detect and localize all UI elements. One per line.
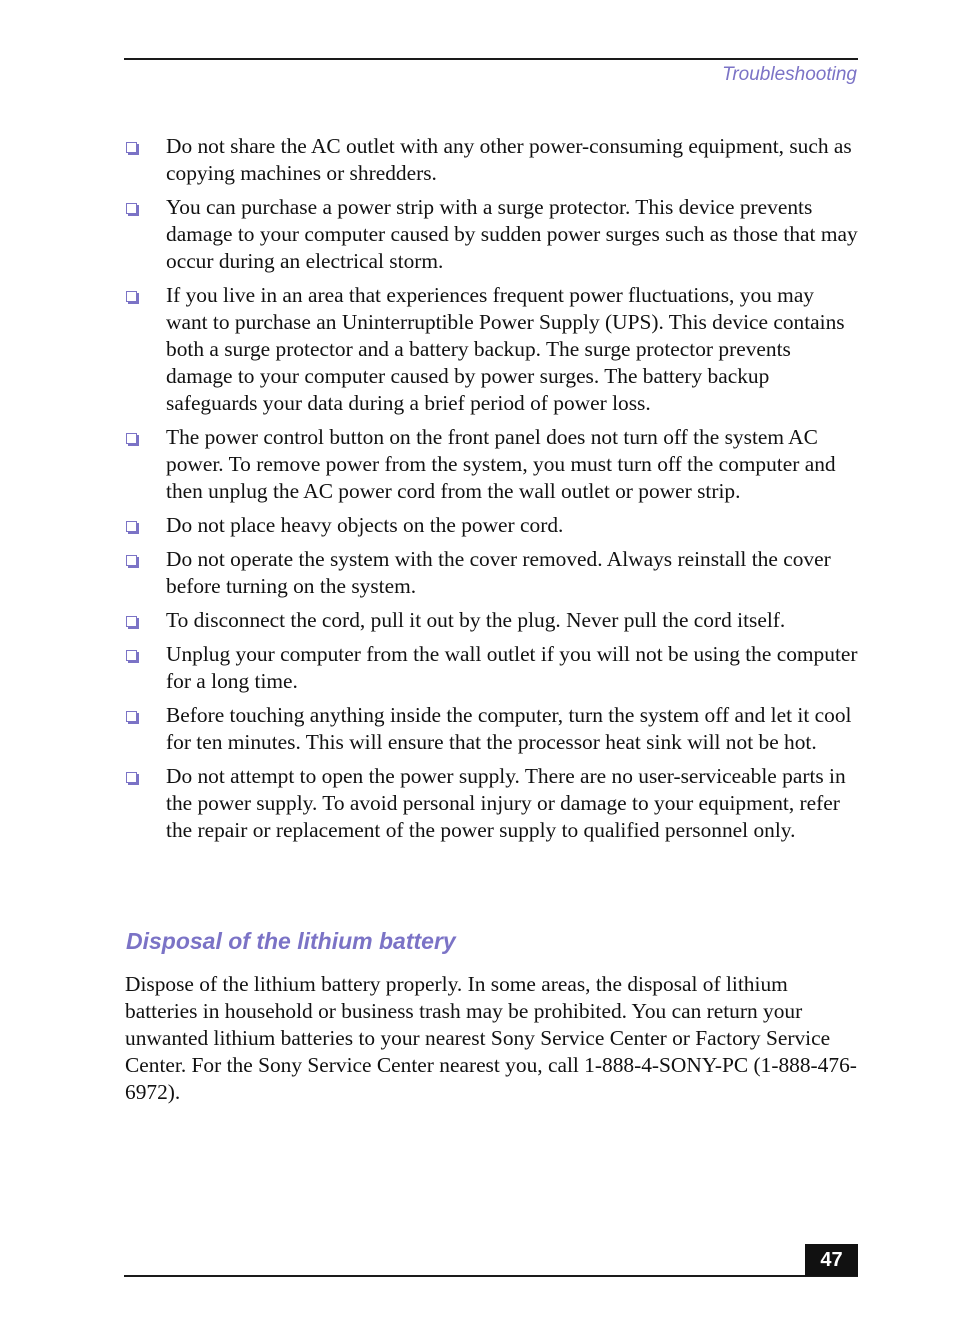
- checkbox-bullet-icon: [126, 142, 137, 153]
- list-item-text: Before touching anything inside the computer, turn the system off and let it cool for ten minutes. This will ensure that the processor heat sink will not be hot.: [166, 703, 852, 754]
- list-item: [124, 282, 858, 417]
- checkbox-bullet-icon: [126, 711, 137, 722]
- checkbox-bullet-icon: [126, 521, 137, 532]
- list-item-text: Unplug your computer from the wall outlet if you will not be using the computer for a long time.: [166, 642, 858, 693]
- list-item-text: Do not attempt to open the power supply. There are no user-serviceable parts in the power supply. To avoid personal injury or damage to your equipment, refer the repair or replacement of the power supply to qualified personnel only.: [166, 764, 846, 842]
- list-item-text: If you live in an area that experiences frequent power fluctuations, you may want to purchase an Uninterruptible Power Supply (UPS). This device contains both a surge protector and a battery backup. The surge protector prevents damage to your computer caused by power surges. The battery backup safeguards your data during a brief period of power loss.: [166, 283, 845, 415]
- checkbox-bullet-icon: [126, 772, 137, 783]
- checkbox-bullet-icon: [126, 433, 137, 444]
- section-heading: Disposal of the lithium battery: [126, 928, 456, 954]
- running-head: Troubleshooting: [722, 64, 857, 85]
- list-item-text: Do not place heavy objects on the power cord.: [166, 513, 564, 537]
- list-item: [124, 194, 858, 275]
- list-item: [124, 607, 858, 634]
- safety-bullet-list: [124, 133, 858, 851]
- list-item: [124, 546, 858, 600]
- list-item: [124, 702, 858, 756]
- page-number: 47: [805, 1244, 858, 1276]
- checkbox-bullet-icon: [126, 203, 137, 214]
- list-item-text: Do not operate the system with the cover removed. Always reinstall the cover before turning on the system.: [166, 547, 831, 598]
- list-item: [124, 641, 858, 695]
- list-item-text: Do not share the AC outlet with any other power-consuming equipment, such as copying machines or shredders.: [166, 134, 852, 185]
- list-item: [124, 424, 858, 505]
- section-body: Dispose of the lithium battery properly. In some areas, the disposal of lithium batteries in household or business trash may be prohibited. You can return your unwanted lithium batteries to your nearest Sony Service Center or Factory Service Center. For the Sony Service Center nearest you, call 1-888-4-SONY-PC (1-888-476-6972).: [125, 972, 857, 1104]
- list-item-text: You can purchase a power strip with a surge protector. This device prevents damage to your computer caused by sudden power surges such as those that may occur during an electrical storm.: [166, 195, 858, 273]
- footer-rule: [124, 1275, 858, 1277]
- checkbox-bullet-icon: [126, 616, 137, 627]
- list-item-text: To disconnect the cord, pull it out by the plug. Never pull the cord itself.: [166, 608, 786, 632]
- list-item: [124, 512, 858, 539]
- list-item-text: The power control button on the front panel does not turn off the system AC power. To remove power from the system, you must turn off the computer and then unplug the AC power cord from the wall outlet or power strip.: [166, 425, 836, 503]
- header-rule: [124, 58, 858, 60]
- checkbox-bullet-icon: [126, 291, 137, 302]
- list-item: [124, 763, 858, 844]
- list-item: [124, 133, 858, 187]
- checkbox-bullet-icon: [126, 650, 137, 661]
- checkbox-bullet-icon: [126, 555, 137, 566]
